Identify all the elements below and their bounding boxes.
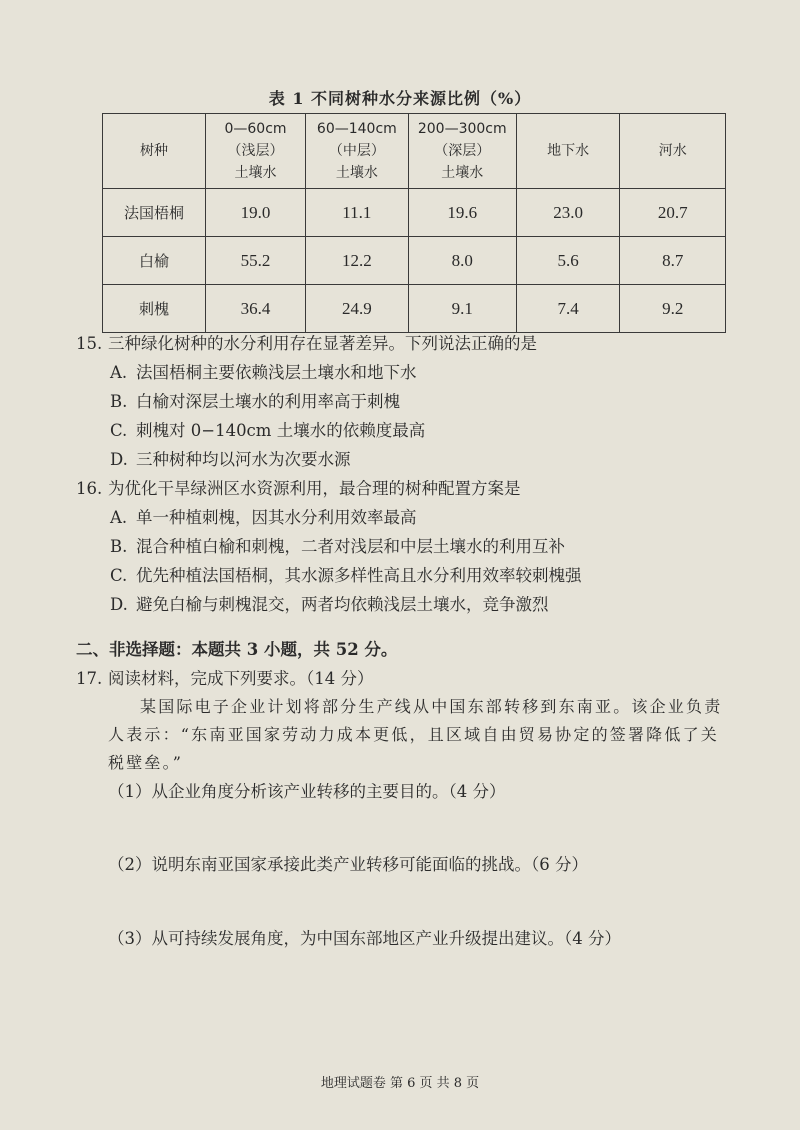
material-line: 税壁垒。” (108, 753, 184, 772)
header-species (103, 114, 206, 189)
header-text: （中层） (328, 143, 385, 159)
table-cell-species: 刺槐 (103, 285, 206, 333)
q16-option-b (110, 533, 565, 557)
question-number: 15. (76, 334, 103, 353)
header-text: （浅层） (227, 143, 284, 159)
header-text: 60—140cm (316, 121, 397, 137)
table-cell: 20.7 (620, 189, 726, 237)
table-cell: 8.0 (408, 237, 516, 285)
header-text: 树种 (139, 143, 168, 159)
question-text: 三种绿化树种的水分利用存在显著差异。下列说法正确的是 (108, 334, 537, 353)
question-text: 为优化干旱绿洲区水资源利用，最合理的树种配置方案是 (108, 479, 521, 498)
option-text: 白榆对深层土壤水的利用率高于刺槐 (136, 392, 400, 411)
q16-option-a (110, 504, 417, 528)
table-cell-species: 白榆 (103, 237, 206, 285)
option-letter: C. (110, 421, 128, 440)
option-text: 法国梧桐主要依赖浅层土壤水和地下水 (136, 363, 417, 382)
q16-option-c (110, 562, 582, 586)
q16-option-d (110, 591, 549, 615)
option-text: 避免白榆与刺槐混交，两者均依赖浅层土壤水，竞争激烈 (136, 595, 549, 614)
header-groundwater (516, 114, 620, 189)
table-cell-species: 法国梧桐 (103, 189, 206, 237)
header-text: 河水 (658, 143, 687, 159)
option-letter: D. (110, 450, 128, 469)
sub-question-3: （3）从可持续发展角度，为中国东部地区产业升级提出建议。（4 分） (108, 929, 621, 948)
option-letter: A. (110, 508, 128, 527)
section-heading: 二、非选择题：本题共 3 小题，共 52 分。 (76, 640, 398, 659)
option-text: 优先种植法国梧桐，其水源多样性高且水分利用效率较刺槐强 (136, 566, 582, 585)
question-number: 16. (76, 479, 103, 498)
header-deep-soil (408, 114, 516, 189)
header-shallow-soil (205, 114, 305, 189)
table-cell: 9.1 (408, 285, 516, 333)
table-cell: 24.9 (306, 285, 409, 333)
option-letter: B. (110, 392, 128, 411)
material-line: 人表示：“东南亚国家劳动力成本更低，且区域自由贸易协定的签署降低了关 (108, 725, 719, 744)
table-cell: 8.7 (620, 237, 726, 285)
option-text: 刺槐对 0−140cm 土壤水的依赖度最高 (136, 421, 426, 440)
table-cell: 23.0 (516, 189, 620, 237)
table-cell: 19.6 (408, 189, 516, 237)
table-cell: 7.4 (516, 285, 620, 333)
sub-question-2: （2）说明东南亚国家承接此类产业转移可能面临的挑战。（6 分） (108, 855, 588, 874)
question-text: 阅读材料，完成下列要求。（14 分） (108, 669, 374, 688)
header-text: 土壤水 (234, 165, 277, 181)
table-cell: 12.2 (306, 237, 409, 285)
water-source-table (102, 113, 726, 333)
table-cell: 36.4 (205, 285, 305, 333)
q15-option-c (110, 417, 425, 441)
table-caption: 表 1 不同树种水分来源比例（%） (268, 89, 532, 108)
table-header-row (103, 114, 726, 189)
option-text: 单一种植刺槐，因其水分利用效率最高 (136, 508, 417, 527)
header-text: 200—300cm (417, 121, 507, 137)
header-text: 地下水 (547, 143, 590, 159)
header-river-water (620, 114, 726, 189)
option-letter: D. (110, 595, 128, 614)
sub-question-1: （1）从企业角度分析该产业转移的主要目的。（4 分） (108, 782, 506, 801)
option-letter: B. (110, 537, 128, 556)
page-footer: 地理试题卷 第 6 页 共 8 页 (320, 1076, 480, 1091)
question-15-stem (76, 330, 537, 354)
q15-option-a (110, 359, 417, 383)
table-row (103, 285, 726, 333)
option-letter: C. (110, 566, 128, 585)
option-text: 三种树种均以河水为次要水源 (136, 450, 351, 469)
header-text: 土壤水 (441, 165, 484, 181)
table-row (103, 237, 726, 285)
question-number: 17. (76, 669, 103, 688)
header-middle-soil (306, 114, 409, 189)
header-text: 0—60cm (224, 121, 287, 137)
q15-option-d (110, 446, 351, 470)
option-letter: A. (110, 363, 128, 382)
table-row (103, 189, 726, 237)
header-text: 土壤水 (335, 165, 378, 181)
header-text: （深层） (434, 143, 491, 159)
material-line: 某国际电子企业计划将部分生产线从中国东部转移到东南亚。该企业负责 (140, 697, 723, 716)
option-text: 混合种植白榆和刺槐，二者对浅层和中层土壤水的利用互补 (136, 537, 565, 556)
table-cell: 11.1 (306, 189, 409, 237)
question-16-stem (76, 475, 521, 499)
question-17-stem (76, 665, 374, 689)
table-cell: 19.0 (205, 189, 305, 237)
table-cell: 9.2 (620, 285, 726, 333)
q15-option-b (110, 388, 400, 412)
table-cell: 5.6 (516, 237, 620, 285)
table-cell: 55.2 (205, 237, 305, 285)
